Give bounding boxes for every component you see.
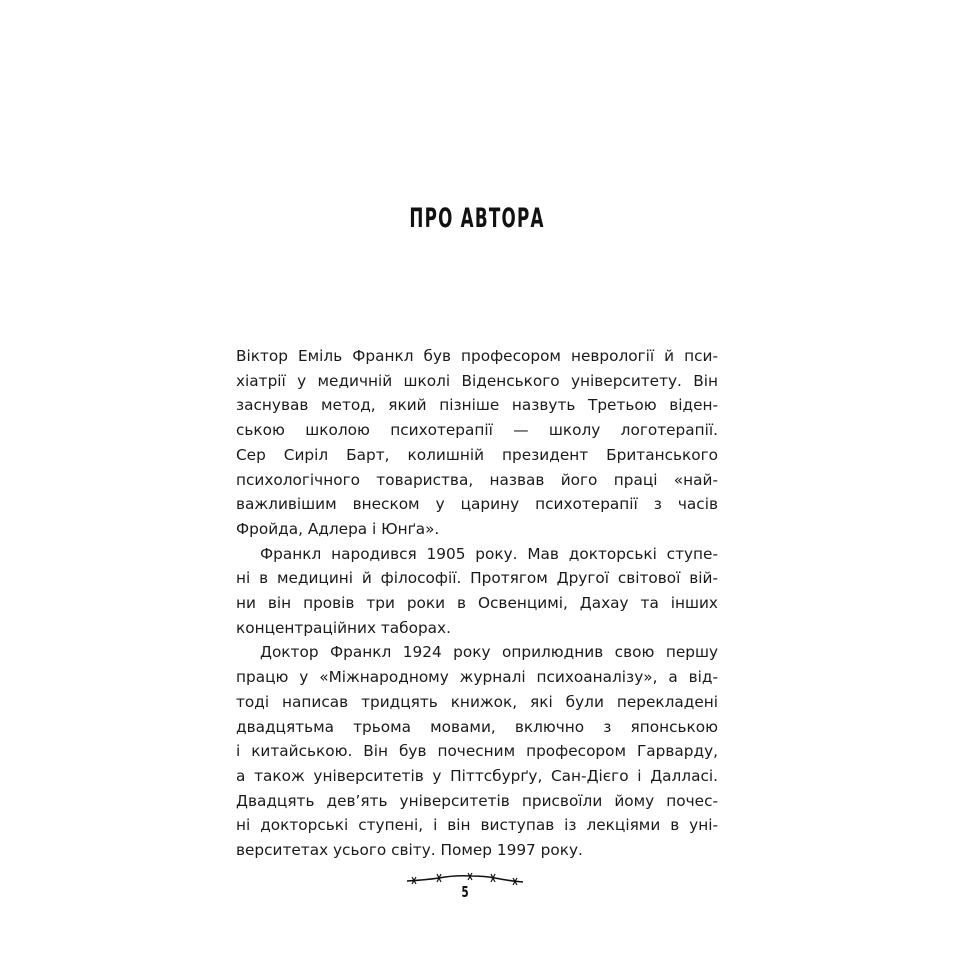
text-line: психологічного товариства, назвав його праці «най-: [236, 470, 718, 489]
text-line: важливішим внеском у царину психотерапії з часів: [236, 495, 718, 514]
text-line: заснував метод, який пізніше назвуть Третьою віден-: [236, 396, 718, 415]
text-line: концентраційних таборах.: [236, 618, 451, 637]
text-line: хіатрії у медичній школі Віденського університету. Він: [236, 371, 718, 390]
text-line: і китайською. Він був почесним професором Гарварду,: [236, 742, 718, 761]
text-line: тоді написав тридцять книжок, які були перекладені: [236, 692, 718, 711]
text-line: ни він провів три роки в Освенцимі, Дахау та інших: [236, 594, 718, 613]
paragraph-2: [236, 542, 718, 641]
text-line: Франкл народився 1905 року. Мав докторські ступе-: [260, 544, 718, 563]
text-line: Фройда, Адлера і Юнґа».: [236, 519, 440, 538]
text-line: працю у «Міжнародному журналі психоаналізу», а від-: [236, 668, 718, 687]
text-line: Віктор Еміль Франкл був професором неврології й пси-: [236, 347, 718, 365]
paragraph-3: [236, 640, 718, 862]
text-line: двадцятьма трьома мовами, включно з японською: [236, 717, 718, 736]
text-line: а також університетів у Піттсбурґу, Сан-Дієго і Далласі.: [236, 766, 718, 785]
text-line: ні докторські ступені, і він виступав із лекціями в уні-: [236, 816, 718, 835]
text-line: верситетах усього світу. Помер 1997 року.: [236, 841, 583, 860]
page-title: ПРО АВТОРА: [409, 203, 545, 234]
paragraph-1: [236, 344, 718, 542]
page-footer: [405, 872, 525, 904]
text-line: ською школою психотерапії — школу логотерапії.: [236, 421, 718, 440]
author-bio: [236, 344, 718, 863]
page-number: 5: [461, 883, 469, 901]
text-line: Сер Сиріл Барт, колишній президент Британського: [236, 445, 718, 464]
text-line: ні в медицині й філософії. Протягом Другої світової вій-: [236, 569, 718, 588]
text-line: Доктор Франкл 1924 року оприлюднив свою першу: [260, 643, 718, 662]
text-line: Двадцять дев’ять університетів присвоїли йому почес-: [236, 791, 718, 810]
